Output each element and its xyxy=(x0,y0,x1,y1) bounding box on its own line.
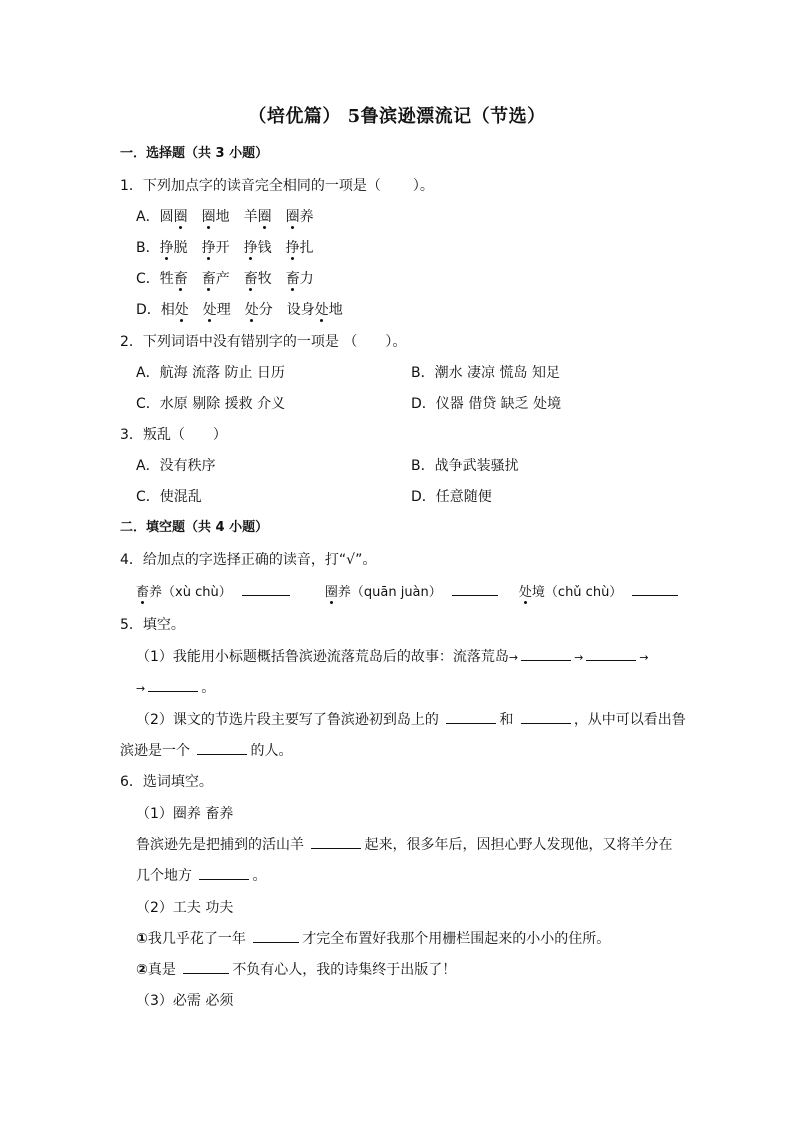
text: 牧 xyxy=(257,271,286,287)
text: B． xyxy=(136,240,160,256)
text: 真是 xyxy=(147,962,181,978)
answer-blank[interactable] xyxy=(521,659,571,661)
text: 我几乎花了一年 xyxy=(147,931,251,947)
text: 几个地方 xyxy=(136,868,197,884)
answer-blank[interactable] xyxy=(446,722,496,724)
text: 的人。 xyxy=(250,743,293,759)
text: 分 设身 xyxy=(258,302,315,318)
answer-blank[interactable] xyxy=(197,753,247,755)
answer-blank[interactable] xyxy=(632,594,678,596)
pinyin-choice: 养（xù chù） xyxy=(149,585,232,600)
answer-blank[interactable] xyxy=(199,878,249,880)
question-5-part-2 xyxy=(136,710,686,730)
question-6-group-3: （3）必需 必须 xyxy=(136,993,234,1009)
arrow-icon: → xyxy=(639,651,649,664)
dotted-char: 畜 xyxy=(136,585,150,600)
question-3-stem-end: ） xyxy=(212,427,227,443)
question-1-option-b xyxy=(136,238,314,258)
page-title: （培优篇） 5鲁滨逊漂流记（节选） xyxy=(248,106,546,127)
text xyxy=(189,302,203,318)
text: 地 xyxy=(328,302,343,318)
text: 和 xyxy=(499,712,518,728)
question-4-items xyxy=(136,583,681,603)
dotted-char: 畜 xyxy=(243,271,258,287)
text: D．相 xyxy=(136,302,175,318)
text: 滨逊是一个 xyxy=(120,743,195,759)
text: 扎 xyxy=(299,240,314,256)
text: 起来，很多年后，因担心野人发现他，又将羊分在 xyxy=(364,837,673,853)
question-6-stem: 6．选词填空。 xyxy=(120,774,213,790)
question-3-option-c: C．使混乱 xyxy=(136,489,202,505)
question-2-option-c: C．水原 剔除 援救 介义 xyxy=(136,396,286,412)
question-6-sentence-3 xyxy=(136,960,456,980)
answer-blank[interactable] xyxy=(242,594,290,596)
answer-blank[interactable] xyxy=(311,847,361,849)
question-6-sentence-1-cont xyxy=(136,866,266,886)
dotted-char: 挣 xyxy=(159,240,174,256)
section-heading-fill: 二．填空题（共 4 小题） xyxy=(120,520,269,535)
dotted-char: 挣 xyxy=(243,240,258,256)
text: 地 羊 xyxy=(215,209,258,225)
dotted-char: 挣 xyxy=(201,240,216,256)
question-3-stem xyxy=(120,425,227,445)
text xyxy=(188,209,202,225)
answer-paren-space xyxy=(360,345,382,346)
answer-blank[interactable] xyxy=(521,722,571,724)
answer-blank[interactable] xyxy=(148,690,198,692)
dotted-char: 处 xyxy=(518,585,532,600)
question-3-option-b: B．战争武装骚扰 xyxy=(411,458,519,474)
arrow-icon: → xyxy=(136,682,146,695)
question-2-stem-end: ）。 xyxy=(385,334,407,350)
question-6-group-2: （2）工夫 功夫 xyxy=(136,900,234,916)
question-1-option-a xyxy=(136,207,314,227)
dotted-char: 圈 xyxy=(285,209,300,225)
question-6-sentence-1 xyxy=(136,835,672,855)
question-2-stem xyxy=(120,332,406,352)
question-2-option-b: B．潮水 凄凉 慌岛 知足 xyxy=(411,365,560,381)
dotted-char: 处 xyxy=(314,302,329,318)
answer-blank[interactable] xyxy=(253,941,299,943)
question-5-part-1-cont: → 。 xyxy=(136,680,216,696)
question-1-stem xyxy=(120,176,434,196)
dotted-char: 畜 xyxy=(173,271,188,287)
question-1-stem-end: ）。 xyxy=(412,178,434,194)
question-5-stem: 5．填空。 xyxy=(120,617,185,633)
dotted-char: 圈 xyxy=(257,209,272,225)
answer-blank[interactable] xyxy=(586,659,636,661)
text xyxy=(272,209,286,225)
dotted-char: 处 xyxy=(202,302,217,318)
text: 。 xyxy=(252,868,267,884)
circled-number: ② xyxy=(136,962,148,978)
text: 开 xyxy=(215,240,244,256)
dotted-char: 畜 xyxy=(201,271,216,287)
arrow-icon: → xyxy=(508,651,519,664)
text: 才完全布置好我那个用栅栏围起来的小小的住所。 xyxy=(302,931,611,947)
text: 钱 xyxy=(257,240,286,256)
text: 脱 xyxy=(173,240,202,256)
question-6-sentence-2 xyxy=(136,929,610,949)
arrow-icon: → xyxy=(574,651,584,664)
question-2-option-a: A．航海 流落 防止 日历 xyxy=(136,365,285,381)
text: 力 xyxy=(299,271,314,287)
question-2-stem-text: 2．下列词语中没有错别字的一项是 （ xyxy=(120,334,358,350)
answer-blank[interactable] xyxy=(452,594,498,596)
dotted-char: 圈 xyxy=(324,585,338,600)
text xyxy=(188,271,202,287)
text: C．牲 xyxy=(136,271,174,287)
answer-paren-space xyxy=(188,438,210,439)
dotted-char: 处 xyxy=(174,302,189,318)
dotted-char: 圈 xyxy=(201,209,216,225)
question-6-group-1: （1）圈养 畜养 xyxy=(136,806,234,822)
question-3-option-d: D．任意随便 xyxy=(411,489,492,505)
text: 养 xyxy=(299,209,314,225)
dotted-char: 处 xyxy=(244,302,259,318)
question-5-part-1 xyxy=(136,647,649,668)
question-1-option-c xyxy=(136,269,314,289)
text: 产 xyxy=(215,271,244,287)
dotted-char: 畜 xyxy=(285,271,300,287)
dotted-char: 挣 xyxy=(285,240,300,256)
question-3-option-a: A．没有秩序 xyxy=(136,458,216,474)
section-heading-choice: 一．选择题（共 3 小题） xyxy=(120,146,269,161)
question-3-stem-text: 3．叛乱（ xyxy=(120,427,185,443)
question-2-option-d: D．仪器 借贷 缺乏 处境 xyxy=(411,396,562,412)
text: 不负有心人，我的诗集终于出版了！ xyxy=(232,962,457,978)
question-1-option-d xyxy=(136,300,343,320)
pinyin-choice: 境（chǔ chù） xyxy=(531,585,623,600)
text: 鲁滨逊先是把捕到的活山羊 xyxy=(136,837,309,853)
text: 理 xyxy=(216,302,245,318)
text: A．圆 xyxy=(136,209,174,225)
question-5-part-2-cont xyxy=(120,741,292,761)
question-1-stem-text: 1．下列加点字的读音完全相同的一项是（ xyxy=(120,178,381,194)
circled-number: ① xyxy=(136,931,148,947)
pinyin-choice: 养（quān juàn） xyxy=(337,585,442,600)
text: （1）我能用小标题概括鲁滨逊流落荒岛后的故事：流落荒岛 xyxy=(136,649,509,665)
text: ，从中可以看出鲁 xyxy=(573,712,686,728)
answer-blank[interactable] xyxy=(183,972,229,974)
dotted-char: 圈 xyxy=(173,209,188,225)
answer-paren-space xyxy=(384,189,410,190)
question-4-stem: 4．给加点的字选择正确的读音，打“√”。 xyxy=(120,552,377,568)
text: （2）课文的节选片段主要写了鲁滨逊初到岛上的 xyxy=(136,712,444,728)
